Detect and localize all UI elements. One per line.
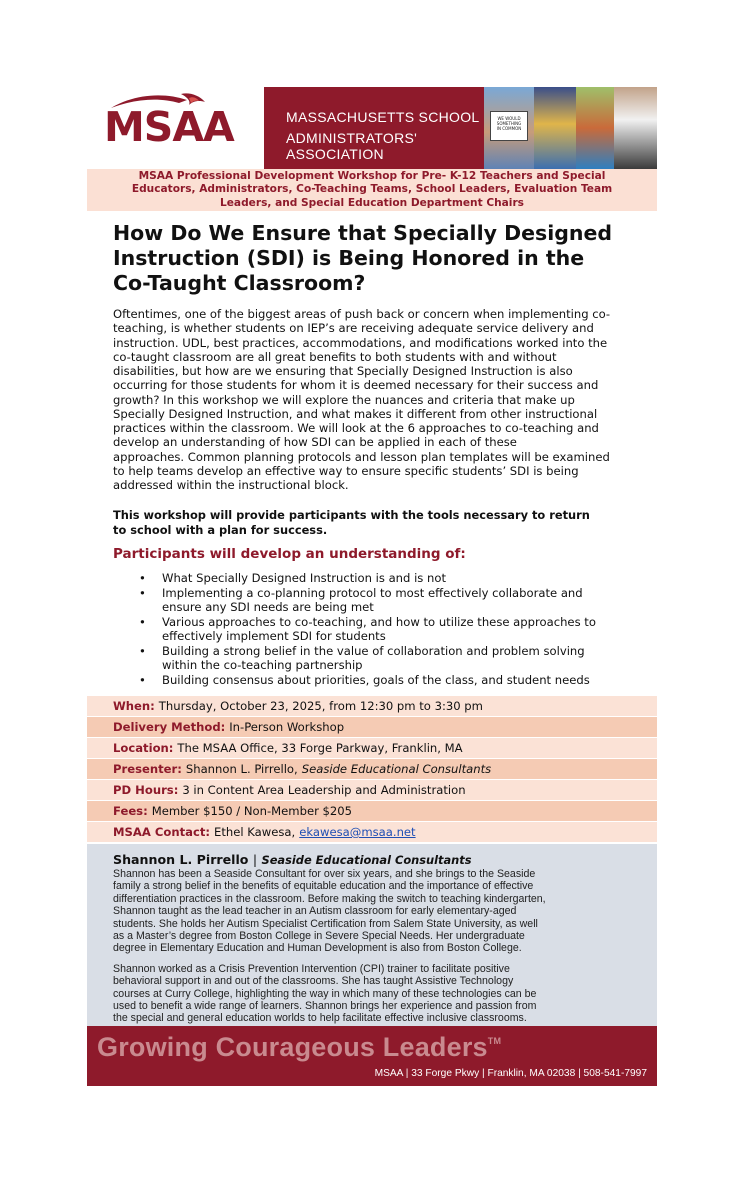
intro-line: develop an understanding of how SDI can be applied in each of these — [113, 435, 517, 450]
bullet-text: Implementing a co-planning protocol to most effectively collaborate and — [162, 585, 583, 600]
header-photo-strip — [484, 87, 657, 169]
bullet-icon: • — [139, 614, 146, 629]
bullet-text: ensure any SDI needs are being met — [162, 600, 374, 614]
bullet-text: Building a strong belief in the value of collaboration and problem solving — [162, 643, 585, 658]
intro-line: Oftentimes, one of the biggest areas of push back or concern when implementing co- — [113, 307, 611, 321]
presenter-bio — [87, 844, 657, 1026]
subhead-line3: Leaders, and Special Education Department Chairs — [220, 196, 524, 209]
list-item — [139, 673, 639, 687]
photo-graduates — [534, 87, 576, 169]
presenter-org: Seaside Educational Consultants — [301, 762, 492, 776]
pd-hours-value: 3 in Content Area Leadership and Administration — [182, 783, 466, 797]
bio-line: used to benefit a wide range of learners. Shannon brings her experience and passion from — [113, 1000, 537, 1013]
bio-line: behavioral support in and out of the classrooms. She has taught Assistive Technology — [113, 975, 514, 988]
title-line1: How Do We Ensure that Specially Designed — [113, 221, 613, 245]
bullet-text: effectively implement SDI for students — [162, 629, 386, 643]
title-line3: Co-Taught Classroom? — [113, 271, 366, 295]
bio-line: the special and general education worlds to help facilitate effective inclusive classrooms. — [113, 1012, 527, 1025]
bio-line: students. She holds her Autism Specialist Certification from Salem State University, as well — [113, 917, 538, 930]
bio-paragraph-1 — [113, 868, 643, 955]
trademark-mark: TM — [487, 1036, 502, 1046]
bio-separator: | — [252, 852, 258, 867]
workshop-title — [113, 221, 653, 296]
header-banner — [87, 87, 657, 169]
when-value: Thursday, October 23, 2025, from 12:30 pm to 3:30 pm — [158, 699, 483, 713]
delivery-value: In-Person Workshop — [229, 720, 345, 734]
bullet-text: What Specially Designed Instruction is and is not — [162, 571, 447, 585]
intro-line: teaching, is whether students on IEP’s are receiving adequate service delivery and — [113, 321, 594, 336]
when-label: When: — [113, 699, 155, 713]
bullet-icon: • — [139, 672, 146, 687]
slogan-text: Growing Courageous Leaders — [97, 1032, 488, 1062]
intro-line: approaches. Common planning protocols and lesson plan templates will be examined — [113, 449, 610, 464]
intro-line: co-taught classroom are all great benefits to both students with and without — [113, 349, 557, 364]
photo-athlete — [614, 87, 657, 169]
location-value: The MSAA Office, 33 Forge Parkway, Franklin, MA — [177, 741, 463, 755]
org-name-block — [264, 87, 484, 169]
title-line2: Instruction (SDI) is Being Honored in the — [113, 246, 585, 270]
event-details — [87, 696, 657, 843]
sign-line2: SOMETHING — [496, 121, 522, 126]
bullet-text: Building consensus about priorities, goals of the class, and student needs — [162, 672, 590, 687]
subhead-line1: MSAA Professional Development Workshop for Pre- K-12 Teachers and Special — [138, 170, 606, 182]
photo-student-sign — [484, 87, 534, 169]
intro-line: growth? In this workshop we will explore the nuances and criteria that make up — [113, 392, 575, 407]
bio-line: Shannon worked as a Crisis Prevention Intervention (CPI) trainer to facilitate positive — [113, 962, 510, 975]
when-row — [87, 696, 657, 717]
intro-line: to help teams develop an effective way to ensure specific students’ SDI is being — [113, 463, 579, 478]
bullet-icon: • — [139, 643, 146, 658]
footer-banner — [87, 1026, 657, 1086]
presenter-row — [87, 759, 657, 780]
bio-line: as a Master’s degree from Boston College in Severe Special Needs. Her undergraduate — [113, 930, 525, 943]
bio-line: degree in Elementary Education and Human Development is also from Boston College. — [113, 942, 522, 955]
location-label: Location: — [113, 741, 174, 755]
bullet-icon: • — [139, 571, 146, 585]
audience-subheading — [87, 169, 657, 211]
org-name-line2: ADMINISTRATORS' ASSOCIATION — [286, 130, 418, 162]
contact-label: MSAA Contact: — [113, 825, 211, 839]
presenter-label: Presenter: — [113, 762, 182, 776]
sign-line3: IN COMMON — [496, 126, 522, 131]
intro-line: disabilities, but how are we ensuring that Specially Designed Instruction is also — [113, 364, 573, 378]
participants-heading: Participants will develop an understanding of: — [113, 546, 466, 562]
list-item — [139, 586, 639, 615]
list-item — [139, 644, 639, 673]
delivery-row — [87, 717, 657, 738]
student-sign — [490, 111, 528, 141]
contact-name: Ethel Kawesa, — [214, 825, 296, 839]
list-item — [139, 615, 639, 644]
bullet-text: within the co-teaching partnership — [162, 658, 363, 672]
subhead-line2: Educators, Administrators, Co-Teaching Teams, School Leaders, Evaluation Team — [131, 183, 613, 196]
bio-line: Shannon has been a Seaside Consultant for over six years, and she brings to the Seaside — [113, 868, 536, 880]
footer-address: MSAA | 33 Forge Pkwy | Franklin, MA 02038 | 508-541-7997 — [374, 1068, 647, 1079]
bio-line: courses at Curry College, highlighting the way in which many of these technologies can be — [113, 987, 537, 1000]
bio-paragraph-2 — [113, 963, 643, 1025]
bio-name: Shannon L. Pirrello — [113, 852, 249, 867]
fees-row — [87, 801, 657, 822]
fees-label: Fees: — [113, 804, 148, 818]
pd-hours-label: PD Hours: — [113, 783, 179, 797]
presenter-name: Shannon L. Pirrello, — [185, 762, 298, 776]
contact-row — [87, 822, 657, 843]
delivery-label: Delivery Method: — [113, 720, 226, 734]
intro-line: instruction. UDL, best practices, accommodations, and modifications worked into the — [113, 335, 608, 350]
bio-org: Seaside Educational Consultants — [261, 853, 472, 867]
outcome-line1: This workshop will provide participants with the tools necessary to return — [113, 508, 590, 522]
intro-line: practices within the classroom. We will look at the 6 approaches to co-teaching and — [113, 421, 599, 435]
intro-line: addressed within the instructional block. — [113, 478, 349, 492]
bullet-text: Various approaches to co-teaching, and how to utilize these approaches to — [162, 614, 596, 629]
workshop-outcome — [113, 508, 643, 537]
photo-classroom — [576, 87, 614, 169]
org-name-line1: MASSACHUSETTS SCHOOL — [286, 109, 480, 125]
bio-heading — [113, 852, 657, 867]
intro-line: occurring for those students for whom it is deemed necessary for their success and — [113, 378, 599, 393]
bullet-icon: • — [139, 585, 146, 600]
intro-paragraph — [113, 307, 643, 492]
location-row — [87, 738, 657, 759]
outcome-line2: to school with a plan for success. — [113, 522, 328, 537]
intro-line: Specially Designed Instruction, and what makes it different from other instructional — [113, 406, 598, 421]
msaa-logo — [87, 87, 264, 169]
logo-text: MSAA — [104, 103, 234, 151]
sign-line1: WE WOULD — [497, 116, 521, 121]
fees-value: Member $150 / Non-Member $205 — [151, 804, 353, 818]
footer-slogan — [97, 1032, 501, 1063]
contact-email-link[interactable]: ekawesa@msaa.net — [299, 825, 416, 839]
bio-line: family a strong belief in the benefits of equitable education and the importance of effective — [113, 880, 534, 893]
list-item — [139, 571, 639, 585]
objectives-list — [139, 571, 639, 688]
bio-line: differentiation practices in the classroom. Before making the switch to teaching kindergarten, — [113, 892, 546, 905]
pd-hours-row — [87, 780, 657, 801]
bio-line: Shannon taught as the lead teacher in an Autism classroom for early elementary-aged — [113, 905, 517, 918]
